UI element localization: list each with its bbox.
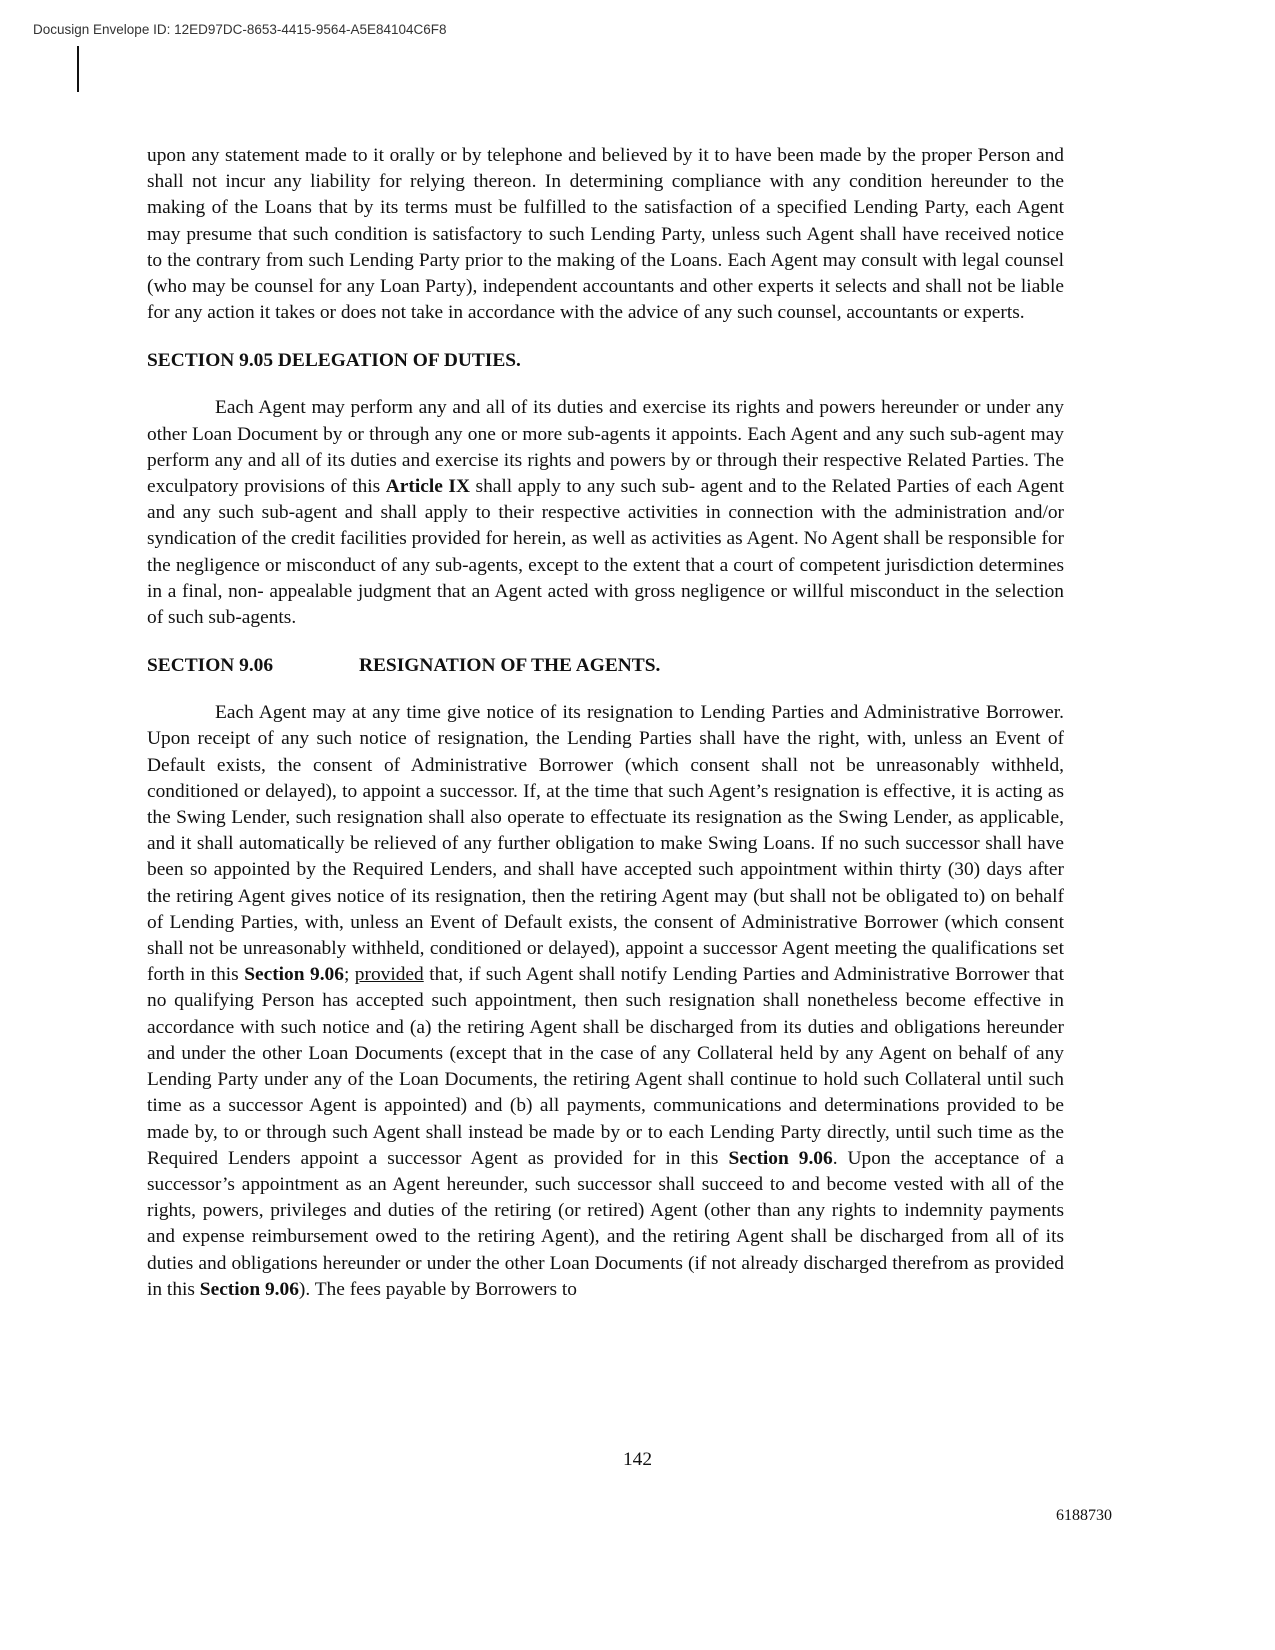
page-body [147, 143, 1064, 1303]
article-reference: Article IX [385, 476, 470, 498]
document-number: 6188730 [1056, 1507, 1112, 1524]
section-number: SECTION 9.06 [147, 655, 274, 677]
section-9-06-heading [147, 653, 1064, 679]
revision-bar [77, 46, 79, 92]
section-reference: Section 9.06 [199, 1278, 299, 1300]
section-9-05-heading: SECTION 9.05 DELEGATION OF DUTIES. [147, 350, 521, 372]
provided-term: provided [354, 964, 424, 986]
paragraph-continued: upon any statement made to it orally or by telephone and believed by it to have been made by the proper Person and shall not incur any liability for relying thereon. In determining compliance with any condition hereunder to the making of the Loans that by its terms must be fulfilled to the satisfaction of a specified Lending Party, each Agent may presume that such condition is satisfactory to such Lending Party, unless such Agent shall have received notice to the contrary from such Lending Party prior to the making of the Loans. Each Agent may consult with legal counsel (who may be counsel for any Loan Party), independent accountants and other experts it selects and shall not be liable for any action it takes or does not take in accordance with the advice of any such counsel, accountants or experts. [147, 145, 1064, 324]
page-number: 142 [622, 1449, 653, 1470]
section-title: RESIGNATION OF THE AGENTS. [359, 655, 661, 677]
envelope-id: Docusign Envelope ID: 12ED97DC-8653-4415-9564-A5E84104C6F8 [33, 22, 447, 37]
section-9-05-paragraph: Each Agent may perform any and all of its duties and exercise its rights and powers hereunder or under any other Loan Document by or through any one or more sub-agents it appoints. Each Agent and any such sub-agent may perform any and all of its duties and exercise its rights and powers by or through their respective Related Parties. The exculpatory provisions of this Article IX shall apply to any such sub- agent and to the Related Parties of each Agent and any such sub-agent and shall apply to their respective activities in connection with the administration and/or syndication of the credit facilities provided for herein, as well as activities as Agent. No Agent shall be responsible for the negligence or misconduct of any sub-agents, except to the extent that a court of competent jurisdiction determines in a final, non- appealable judgment that an Agent acted with gross negligence or willful misconduct in the selection of such sub-agents. [147, 397, 1065, 629]
section-reference: Section 9.06 [728, 1147, 833, 1169]
section-reference: Section 9.06 [244, 964, 344, 986]
section-9-06-paragraph: Each Agent may at any time give notice of its resignation to Lending Parties and Administrative Borrower. Upon receipt of any such notice of resignation, the Lending Parties shall have the right, with, unless an Event of Default exists, the consent of Administrative Borrower (which consent shall not be unreasonably withheld, conditioned or delayed), to appoint a successor. If, at the time that such Agent’s resignation is effective, it is acting as the Swing Lender, such resignation shall also operate to effectuate its resignation as the Swing Lender, as applicable, and it shall automatically be relieved of any further obligation to make Swing Loans. If no such successor shall have been so appointed by the Required Lenders, and shall have accepted such appointment within thirty (30) days after the retiring Agent gives notice of its resignation, then the retiring Agent may (but shall not be obligated to) on behalf of Lending Parties, with, unless an Event of Default exists, the consent of Administrative Borrower (which consent shall not be unreasonably withheld, conditioned or delayed), appoint a successor Agent meeting the qualifications set forth in this Section 9.06; provided that, if such Agent shall notify Lending Parties and Administrative Borrower that no qualifying Person has accepted such appointment, then such resignation shall nonetheless become effective in accordance with such notice and (a) the retiring Agent shall be discharged from its duties and obligations hereunder and under the other Loan Documents (except that in the case of any Collateral held by any Agent on behalf of any Lending Party under any of the Loan Documents, the retiring Agent shall continue to hold such Collateral until such time as a successor Agent is appointed) and (b) all payments, communications and determinations provided to be made by, to or through such Agent shall instead be made by or to each Lending Party directly, until such time as the Required Lenders appoint a successor Agent as provided for in this Section 9.06. Upon the acceptance of a successor’s appointment as an Agent hereunder, such successor shall succeed to and become vested with all of the rights, powers, privileges and duties of the retiring (or retired) Agent (other than any rights to indemnity payments and expense reimbursement owed to the retiring Agent), and the retiring Agent shall be discharged from all of its duties and obligations hereunder or under the other Loan Documents (if not already discharged therefrom as provided in this Section 9.06). The fees payable by Borrowers to [147, 702, 1064, 1300]
